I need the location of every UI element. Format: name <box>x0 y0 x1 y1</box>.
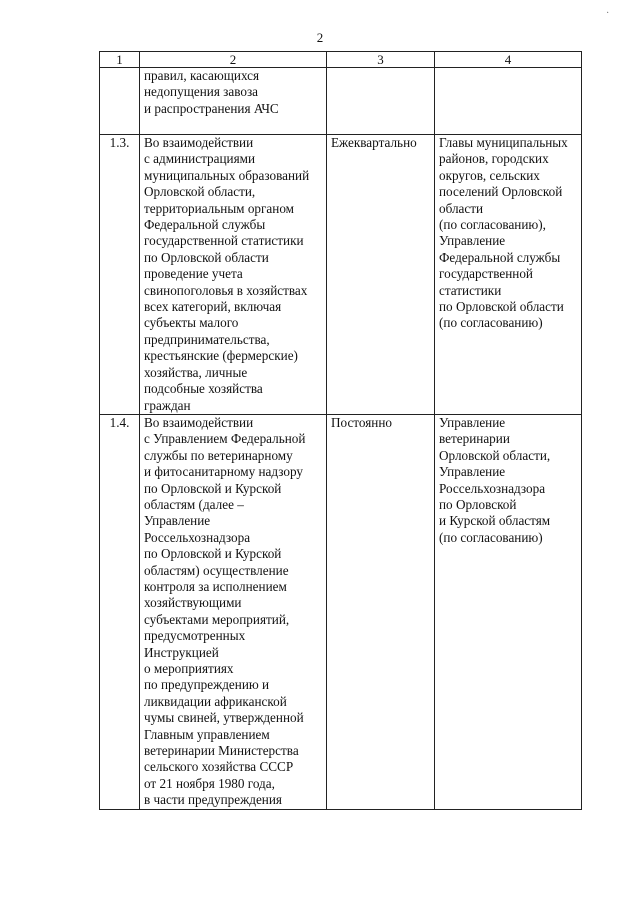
row-number: 1.4. <box>100 414 140 809</box>
cell-text-line: (по согласованию) <box>439 529 543 545</box>
cell-text-line: недопущения завоза <box>144 84 259 100</box>
cell-text-line: государственной <box>439 266 533 282</box>
table-header-row <box>100 52 582 68</box>
cell-text-line: по Орловской и Курской <box>144 480 282 496</box>
measures-table <box>99 51 582 810</box>
cell-text-line: Орловской области, <box>439 447 551 463</box>
cell-text-line: субъектами мероприятий, <box>144 611 290 627</box>
cell-text-line: всех категорий, включая <box>144 299 282 315</box>
cell-text-line: и фитосанитарному надзору <box>144 464 303 480</box>
table-row <box>100 135 582 415</box>
cell-text-line: ликвидации африканской <box>144 693 287 709</box>
page-number: 2 <box>316 30 324 45</box>
cell-text-line: по Орловской области <box>439 299 564 315</box>
cell-text-line: Россельхознадзора <box>144 529 251 545</box>
cell-text-line: граждан <box>144 397 191 413</box>
term-cell <box>327 135 435 415</box>
cell-text-line: муниципальных образований <box>144 167 310 183</box>
row-number: 1.3. <box>100 135 140 415</box>
cell-text-line: Во взаимодействии <box>144 414 254 430</box>
cell-text-line: проведение учета <box>144 266 243 282</box>
cell-text-line: от 21 ноября 1980 года, <box>144 775 275 791</box>
cell-text-line: крестьянские (фермерские) <box>144 348 298 364</box>
cell-text-line: правил, касающихся <box>144 68 260 83</box>
cell-text-line: Федеральной службы <box>144 217 266 233</box>
header-cell-4: 4 <box>435 52 582 68</box>
cell-text-line: статистики <box>439 282 502 298</box>
responsible-cell <box>435 135 582 415</box>
cell-text-line: чумы свиней, утвержденной <box>144 710 304 726</box>
cell-text-line: (по согласованию) <box>439 315 543 331</box>
cell-text-line: Федеральной службы <box>439 249 561 265</box>
cell-text-line: Управление <box>439 464 506 480</box>
responsible-cell <box>435 68 582 135</box>
cell-text-line: свинопоголовья в хозяйствах <box>144 282 308 298</box>
header-cell-3: 3 <box>327 52 435 68</box>
cell-text-line: Орловской области, <box>144 184 256 200</box>
cell-text-line: ветеринарии Министерства <box>144 743 299 759</box>
cell-text-line: предпринимательства, <box>144 331 270 347</box>
cell-text-line: хозяйствующими <box>144 595 242 611</box>
cell-text-line: предусмотренных <box>144 628 246 644</box>
cell-text-line: поселений Орловской <box>439 184 563 200</box>
cell-text-line: Россельхознадзора <box>439 480 546 496</box>
measure-cell <box>140 414 327 809</box>
measure-cell <box>140 135 327 415</box>
cell-text-line: области <box>439 200 484 216</box>
row-number <box>100 68 140 135</box>
header-cell-2: 2 <box>140 52 327 68</box>
cell-text-line: территориальным органом <box>144 200 295 216</box>
cell-text-line: хозяйства, личные <box>144 364 248 380</box>
cell-text-line: Управление <box>144 513 211 529</box>
cell-text-line: областям (далее – <box>144 496 244 512</box>
cell-text-line: подсобные хозяйства <box>144 381 263 397</box>
cell-text-line: Главы муниципальных <box>439 135 568 150</box>
cell-text-line: сельского хозяйства СССР <box>144 759 294 775</box>
cell-text-line: (по согласованию), <box>439 217 546 233</box>
table-row <box>100 414 582 809</box>
cell-text-line: ветеринарии <box>439 431 510 447</box>
cell-text-line: Главным управлением <box>144 726 270 742</box>
cell-text-line: округов, сельских <box>439 167 540 183</box>
cell-text-line: государственной статистики <box>144 233 304 249</box>
measure-cell <box>140 68 327 135</box>
responsible-cell <box>435 414 582 809</box>
cell-text-line: по Орловской и Курской <box>144 546 282 562</box>
cell-text-line: о мероприятиях <box>144 661 234 676</box>
cell-text-line: Управление <box>439 233 506 249</box>
cell-text-line: Во взаимодействии <box>144 135 254 150</box>
cell-text-line: службы по ветеринарному <box>144 447 293 463</box>
cell-text-line: Ежеквартально <box>331 135 417 150</box>
cell-text-line: в части предупреждения <box>144 792 282 808</box>
cell-text-line: по Орловской области <box>144 249 269 265</box>
cell-text-line: Инструкцией <box>144 644 219 660</box>
cell-text-line: субъекты малого <box>144 315 239 331</box>
cell-text-line: и Курской областям <box>439 513 551 529</box>
term-cell <box>327 414 435 809</box>
table-row <box>100 68 582 135</box>
cell-text-line: с Управлением Федеральной <box>144 431 306 447</box>
cell-text-line: контроля за исполнением <box>144 578 287 594</box>
corner-mark: · <box>606 8 610 19</box>
cell-text-line: Управление <box>439 414 506 430</box>
cell-text-line: областям) осуществление <box>144 562 289 578</box>
cell-text-line: и распространения АЧС <box>144 100 279 116</box>
header-cell-1: 1 <box>100 52 140 68</box>
cell-text-line: с администрациями <box>144 151 256 167</box>
cell-text-line: по Орловской <box>439 496 517 512</box>
cell-text-line: по предупреждению и <box>144 677 270 693</box>
cell-text-line: районов, городских <box>439 151 549 167</box>
term-cell <box>327 68 435 135</box>
cell-text-line: Постоянно <box>331 414 393 430</box>
